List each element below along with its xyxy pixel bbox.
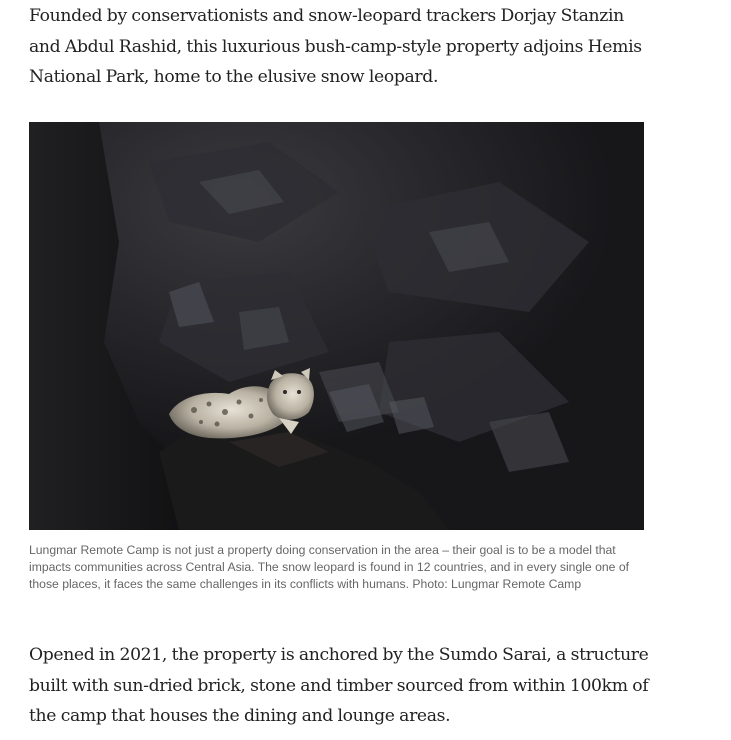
- article-paragraph: Founded by conservationists and snow-leopard trackers Dorjay Stanzin and Abdul Rashid, this luxurious bush-camp-style property adjoins Hemis National Park, home to the elusive snow leopard.: [29, 6, 642, 87]
- article-paragraph: Opened in 2021, the property is anchored by the Sumdo Sarai, a structure built with sun-dried brick, stone and timber sourced from within 100km of the camp that houses the dining and lounge areas.: [29, 645, 649, 726]
- article-figure: [29, 122, 644, 592]
- snow-leopard-photo[interactable]: [29, 122, 644, 530]
- photo-caption: Lungmar Remote Camp is not just a property doing conservation in the area – their goal is to be a model that impacts communities across Central Asia. The snow leopard is found in 12 countries, and in every single one of those places, it faces the same challenges in its conflicts with humans. Photo: Lungmar Remote Camp: [29, 543, 629, 591]
